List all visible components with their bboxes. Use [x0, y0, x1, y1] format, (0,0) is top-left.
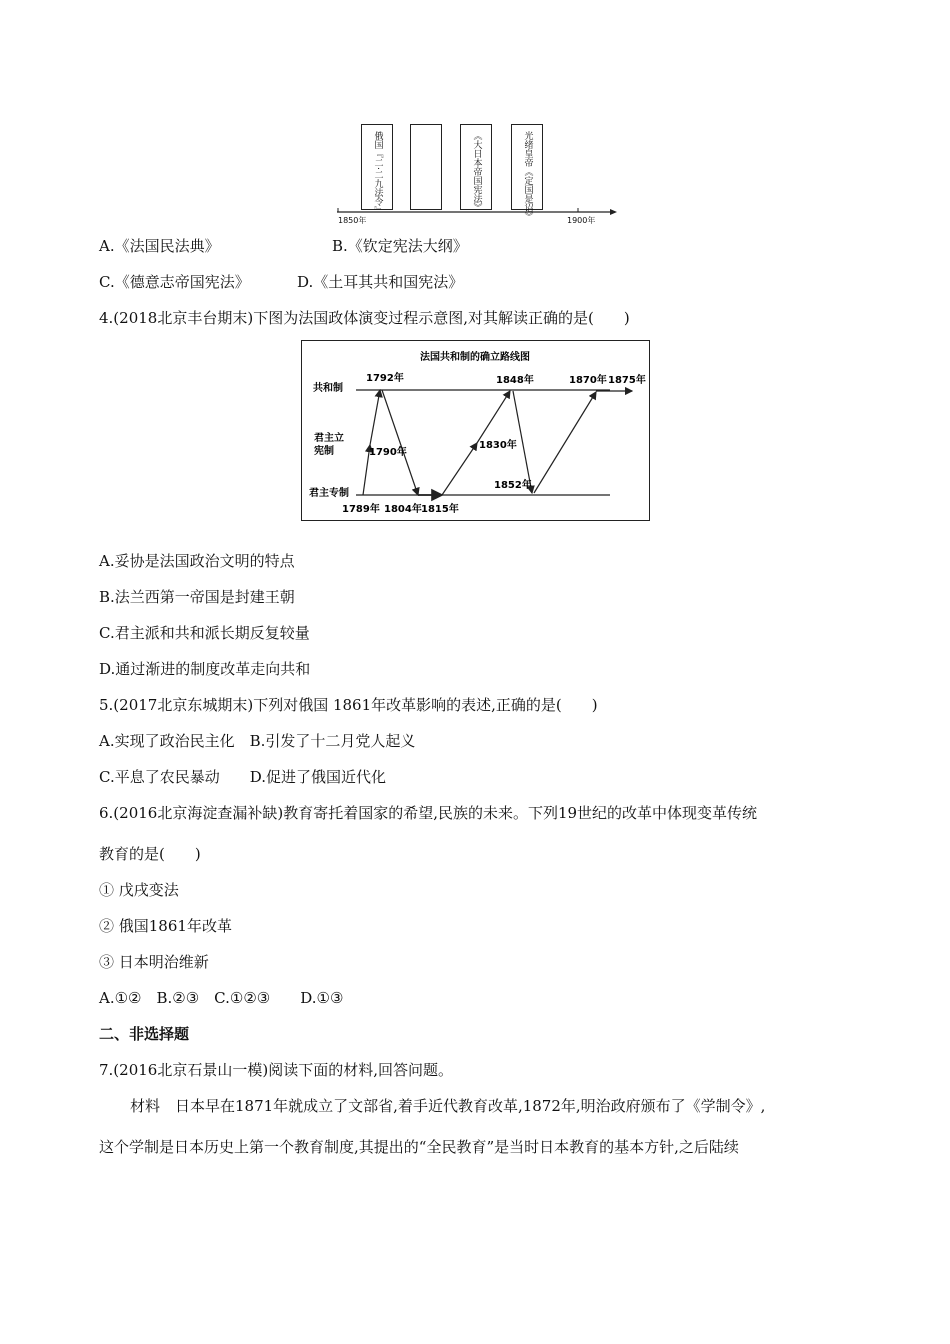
year-1852: 1852年	[494, 480, 532, 491]
level-label-republic: 共和制	[313, 383, 343, 394]
year-1804: 1804年	[384, 504, 422, 515]
path-1815-1830	[442, 443, 477, 495]
q3-option-a: A.《法国民法典》	[99, 237, 220, 255]
q7-material-line2: 这个学制是日本历史上第一个教育制度,其提出的“全民教育”是当时日本教育的基本方针,之后陆续	[99, 1138, 739, 1156]
section-heading-non-choice: 二、非选择题	[99, 1025, 190, 1043]
year-1815: 1815年	[421, 504, 459, 515]
q6-item-3: ③ 日本明治维新	[99, 953, 209, 971]
france-regime-chart-svg	[302, 341, 649, 520]
q3-option-b: B.《钦定宪法大纲》	[332, 237, 468, 255]
timeline-box-1-text: 俄国『二·二九法令』	[372, 131, 383, 215]
timeline-box-4	[511, 124, 543, 221]
timeline-tick-1900: 1900年	[567, 216, 596, 225]
year-1830: 1830年	[479, 440, 517, 451]
q4-option-a: A.妥协是法国政治文明的特点	[99, 552, 295, 570]
year-1790: 1790年	[369, 447, 407, 458]
france-regime-chart	[301, 340, 650, 521]
timeline-box-4-text: 光绪皇帝《定国是诏》	[522, 131, 533, 221]
level-label-absolute: 君主专制	[309, 488, 349, 499]
q6-options: A.①② B.②③ C.①②③ D.①③	[99, 989, 344, 1007]
timeline-box-1	[361, 124, 393, 215]
q7-stem: 7.(2016北京石景山一模)阅读下面的材料,回答问题。	[99, 1061, 453, 1079]
q5-options-row2: C.平息了农民暴动 D.促进了俄国近代化	[99, 768, 386, 786]
q4-option-d: D.通过渐进的制度改革走向共和	[99, 660, 311, 678]
path-1852-1870	[534, 392, 596, 493]
q4-option-c: C.君主派和共和派长期反复较量	[99, 624, 310, 642]
q5-options-row1: A.实现了政治民主化 B.引发了十二月党人起义	[99, 732, 416, 750]
q6-item-1: ① 戊戌变法	[99, 881, 179, 899]
q6-stem-line2: 教育的是( )	[99, 845, 201, 863]
q6-stem-line1: 6.(2016北京海淀查漏补缺)教育寄托着国家的希望,民族的未来。下列19世纪的改革中体现变革传统	[99, 804, 758, 822]
year-1789: 1789年	[342, 504, 380, 515]
year-1875: 1875年	[608, 375, 646, 386]
timeline-box-2-blank	[410, 124, 442, 210]
q3-option-d: D.《土耳其共和国宪法》	[297, 273, 464, 291]
timeline-box-3	[460, 124, 492, 210]
path-1790-1792	[370, 390, 380, 445]
year-1870: 1870年	[569, 375, 607, 386]
path-1792-1804	[382, 390, 418, 495]
q3-option-c: C.《德意志帝国宪法》	[99, 273, 250, 291]
level-label-constitutional-2: 宪制	[314, 446, 334, 457]
year-1848: 1848年	[496, 375, 534, 386]
path-1830-1848	[477, 391, 510, 443]
q5-stem: 5.(2017北京东城期末)下列对俄国 1861年改革影响的表述,正确的是( )	[99, 696, 598, 714]
q4-stem: 4.(2018北京丰台期末)下图为法国政体演变过程示意图,对其解读正确的是( )	[99, 309, 630, 327]
q4-option-b: B.法兰西第一帝国是封建王朝	[99, 588, 295, 606]
timeline-tick-1850: 1850年	[338, 216, 367, 225]
level-label-constitutional-1: 君主立	[314, 433, 344, 444]
chart-title: 法国共和制的确立路线图	[420, 352, 530, 363]
timeline-box-3-text: 《大日本帝国宪法》	[471, 131, 482, 212]
year-1792: 1792年	[366, 373, 404, 384]
q6-item-2: ② 俄国1861年改革	[99, 917, 232, 935]
q7-material-line1: 材料 日本早在1871年就成立了文部省,着手近代教育改革,1872年,明治政府颁布了《学制令》,	[130, 1097, 766, 1115]
